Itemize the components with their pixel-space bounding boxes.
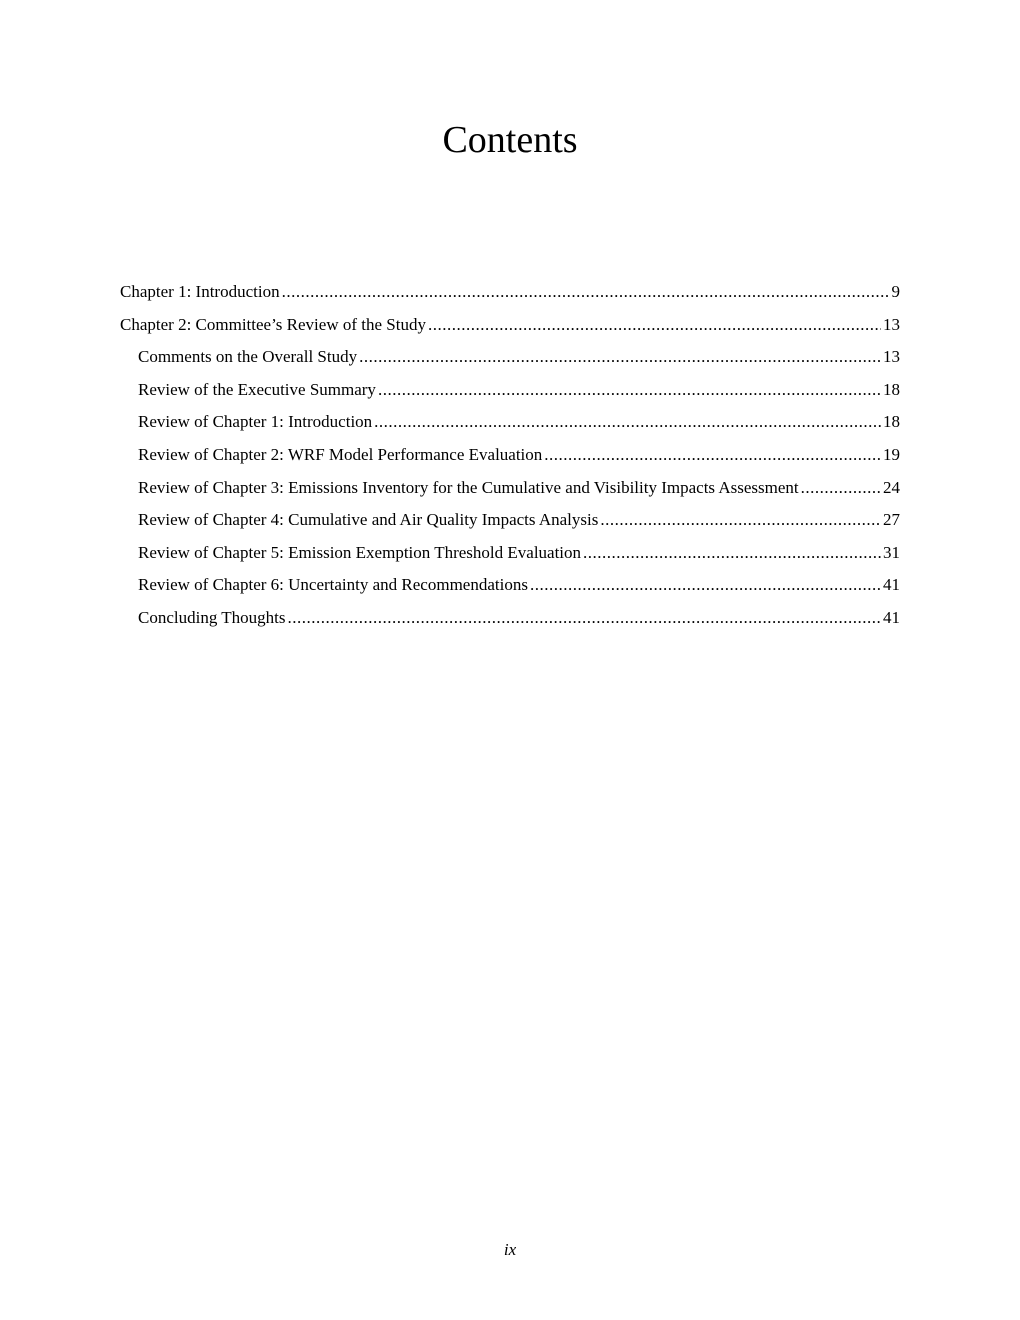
toc-entry[interactable]	[120, 445, 900, 478]
leader-dots	[600, 510, 881, 530]
toc-entry[interactable]	[120, 282, 900, 315]
toc-entry-label: Review of Chapter 2: WRF Model Performance Evaluation	[138, 444, 543, 464]
toc-entry-page: 19	[883, 444, 900, 464]
toc-entry[interactable]	[120, 412, 900, 445]
toc-entry-label: Comments on the Overall Study	[138, 347, 358, 367]
page-number: ix	[503, 1240, 517, 1259]
leader-dots	[428, 315, 881, 335]
toc-entry-page: 9	[891, 282, 900, 301]
toc-entry[interactable]	[120, 608, 900, 641]
toc-entry-label: Review of Chapter 5: Emission Exemption Threshold Evaluation	[138, 542, 582, 562]
toc-entry[interactable]	[120, 510, 900, 543]
toc-entry-page: 13	[883, 347, 900, 367]
leader-dots	[583, 543, 881, 563]
leader-dots	[544, 445, 881, 465]
toc-entry-page: 31	[883, 542, 900, 562]
toc-entry[interactable]	[120, 315, 900, 348]
page-title: Contents	[442, 119, 578, 161]
leader-dots	[530, 575, 881, 595]
toc-entry-page: 41	[883, 607, 900, 627]
leader-dots	[288, 608, 882, 628]
toc-entry[interactable]	[120, 380, 900, 413]
toc-entry-label: Concluding Thoughts	[138, 607, 286, 627]
leader-dots	[282, 282, 890, 302]
toc-entry[interactable]	[120, 478, 900, 511]
toc-entry-page: 24	[883, 477, 900, 497]
leader-dots	[359, 347, 881, 367]
toc-entry-label: Review of Chapter 1: Introduction	[138, 412, 373, 432]
toc-entry-label: Review of Chapter 3: Emissions Inventory for the Cumulative and Visibility Impacts Assessment	[138, 477, 799, 497]
toc-entry-label: Review of the Executive Summary	[138, 379, 376, 399]
toc-entry[interactable]	[120, 347, 900, 380]
leader-dots	[378, 380, 881, 400]
toc-entry-page: 41	[883, 575, 900, 595]
toc-entry-page: 27	[883, 510, 900, 530]
toc-entry[interactable]	[120, 543, 900, 576]
table-of-contents	[120, 282, 900, 641]
toc-entry-page: 18	[883, 412, 900, 432]
toc-entry-label: Chapter 1: Introduction	[120, 282, 280, 301]
toc-entry-page: 13	[883, 314, 900, 334]
toc-entry-page: 18	[883, 379, 900, 399]
toc-entry[interactable]	[120, 575, 900, 608]
toc-entry-label: Review of Chapter 4: Cumulative and Air Quality Impacts Analysis	[138, 510, 599, 530]
toc-entry-label: Chapter 2: Committee’s Review of the Study	[120, 314, 426, 334]
toc-entry-label: Review of Chapter 6: Uncertainty and Recommendations	[138, 575, 528, 595]
leader-dots	[801, 478, 881, 498]
leader-dots	[374, 412, 881, 432]
